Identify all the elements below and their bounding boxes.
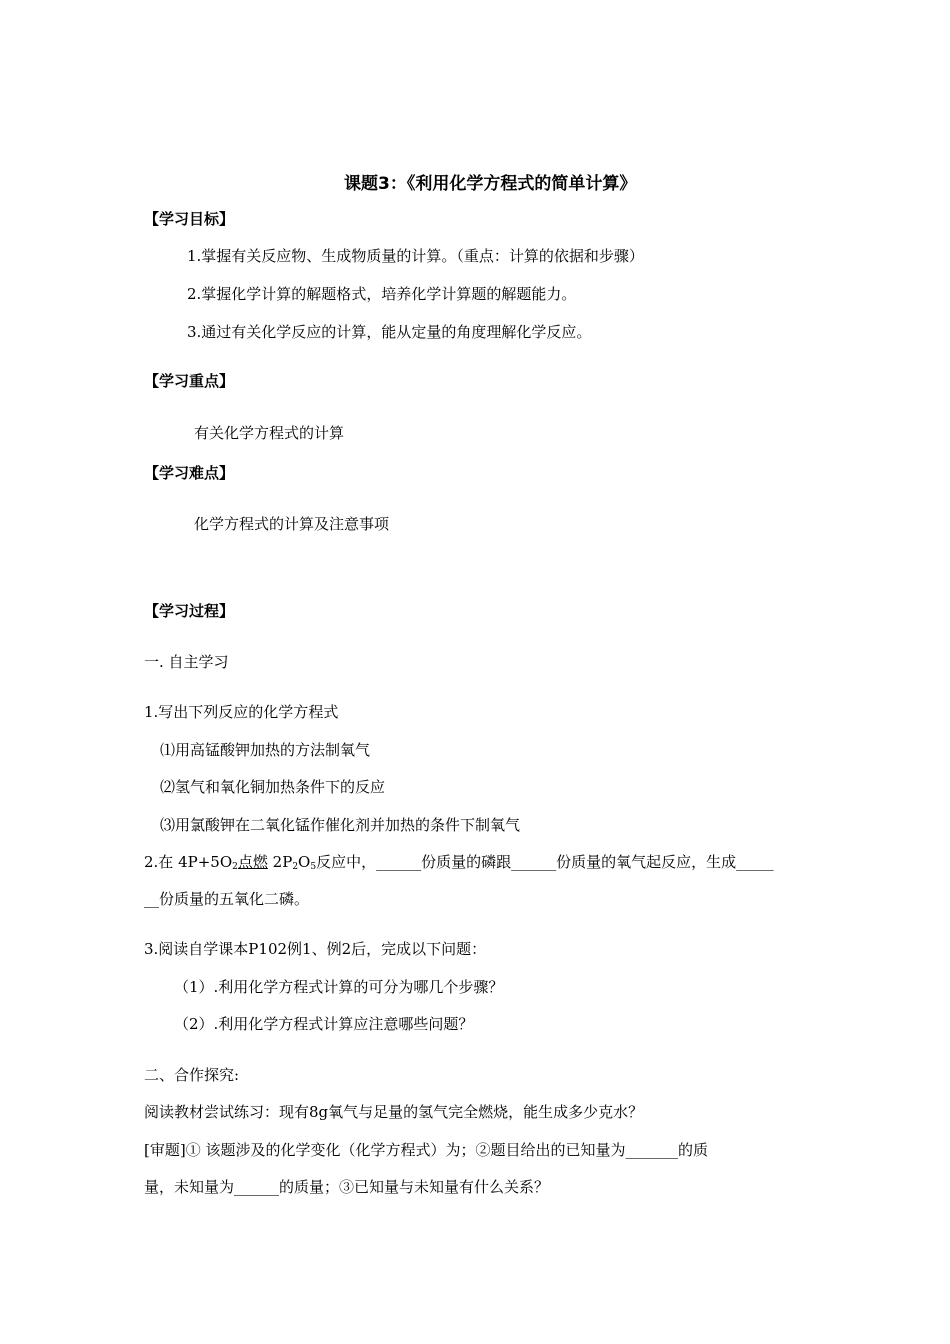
review-line: [审题]① 该题涉及的化学变化（化学方程式）为；②题目给出的已知量为_______的质: [144, 1141, 708, 1159]
page-title: 课题3：《利用化学方程式的简单计算》: [344, 174, 637, 194]
objective-item: 1.掌握有关反应物、生成物质量的计算。（重点：计算的依据和步骤）: [187, 247, 644, 265]
question-3: 3.阅读自学课本P102例1、例2后，完成以下问题：: [144, 940, 487, 958]
reaction-condition: 点燃: [237, 853, 268, 871]
equation-product-o: O: [298, 853, 311, 871]
objective-item: 3.通过有关化学反应的计算，能从定量的角度理解化学反应。: [187, 323, 592, 341]
question-1-item: ⑴用高锰酸钾加热的方法制氧气: [160, 741, 371, 759]
section-cooperative: 二、合作探究:: [144, 1066, 240, 1084]
review-line: 量，未知量为______的质量；③已知量与未知量有什么关系？: [144, 1178, 550, 1196]
equation-product: 2P: [272, 853, 293, 871]
question-3-item: （1）.利用化学方程式计算的可分为哪几个步骤？: [174, 978, 504, 996]
section-self-study: 一. 自主学习: [144, 653, 229, 671]
question-2: [144, 852, 774, 872]
question-2-blanks: 反应中，______份质量的磷跟______份质量的氧气起反应，生成_____: [316, 853, 774, 871]
question-1-item: ⑵氢气和氧化铜加热条件下的反应: [160, 778, 386, 796]
question-1-item: ⑶用氯酸钾在二氧化锰作催化剂并加热的条件下制氧气: [160, 816, 521, 834]
key-point-text: 有关化学方程式的计算: [194, 424, 345, 442]
exercise-text: 阅读教材尝试练习：现有8g氧气与足量的氢气完全燃烧，能生成多少克水？: [144, 1103, 644, 1121]
subscript: 5: [310, 862, 317, 872]
objectives-heading: 【学习目标】: [144, 210, 235, 228]
equation-reactants: 2.在 4P+5O: [144, 853, 233, 871]
difficulty-text: 化学方程式的计算及注意事项: [194, 515, 390, 533]
subscript: 2: [232, 862, 238, 872]
question-3-item: （2）.利用化学方程式计算应注意哪些问题？: [174, 1015, 474, 1033]
question-1: 1.写出下列反应的化学方程式: [144, 703, 339, 721]
question-2-continued: __份质量的五氧化二磷。: [144, 890, 310, 908]
process-heading: 【学习过程】: [144, 602, 235, 620]
difficulty-heading: 【学习难点】: [144, 464, 235, 482]
key-point-heading: 【学习重点】: [144, 372, 235, 390]
objective-item: 2.掌握化学计算的解题格式，培养化学计算题的解题能力。: [187, 285, 577, 303]
subscript: 2: [292, 862, 299, 872]
